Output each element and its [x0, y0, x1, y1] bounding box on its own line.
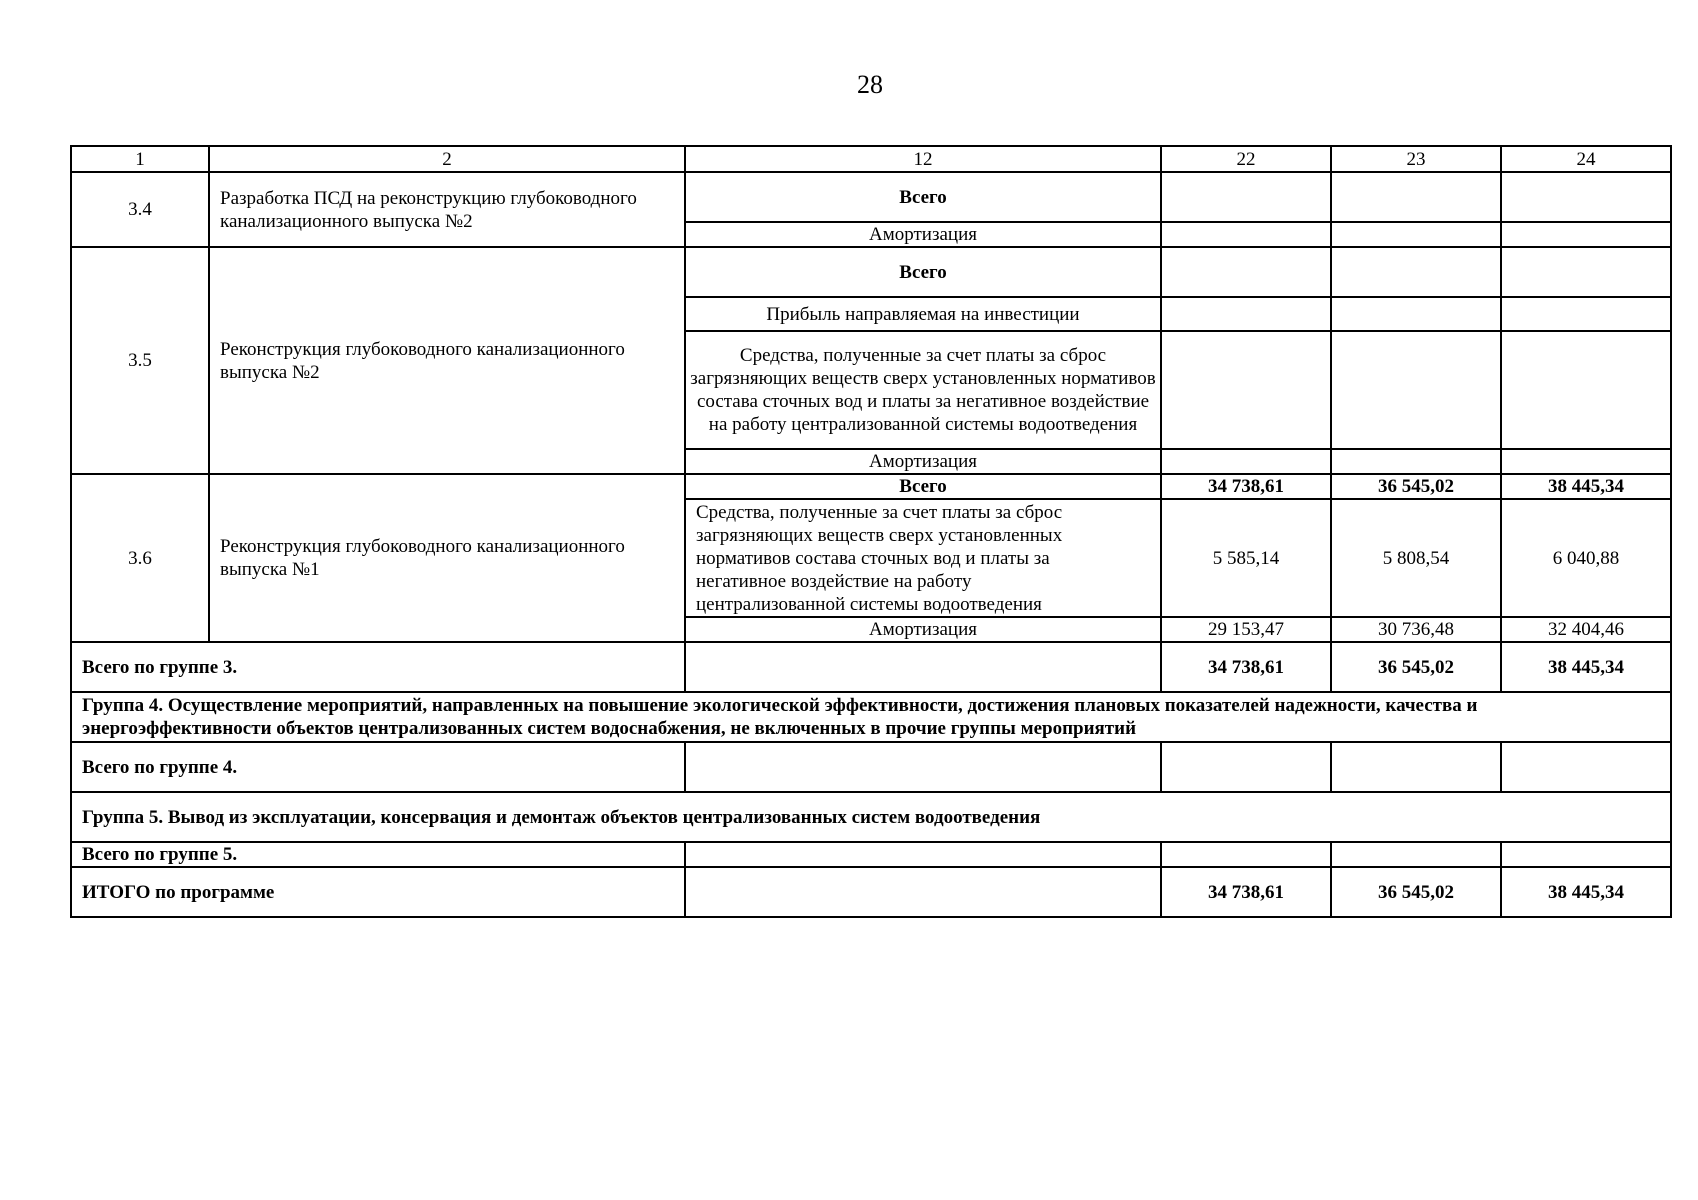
source-label: Всего: [685, 474, 1161, 499]
row-number: 3.6: [71, 474, 209, 642]
value-cell: 29 153,47: [1161, 617, 1331, 642]
header-cell: 22: [1161, 146, 1331, 172]
value-cell: 32 404,46: [1501, 617, 1671, 642]
header-row: [71, 146, 1671, 172]
source-label: Средства, полученные за счет платы за сброс загрязняющих веществ сверх установленных нормативов состава сточных вод и платы за негативное воздействие на работу централизованной системы водоотведения: [685, 331, 1161, 449]
group-title-row: [71, 792, 1671, 842]
value-cell: [1161, 172, 1331, 222]
value-cell: [685, 867, 1161, 917]
group-total-row: [71, 642, 1671, 692]
value-cell: 5 808,54: [1331, 499, 1501, 617]
value-cell: [1501, 742, 1671, 792]
value-cell: [1501, 247, 1671, 297]
investment-program-table: [70, 145, 1672, 918]
source-label: Амортизация: [685, 222, 1161, 247]
value-cell: [1331, 172, 1501, 222]
source-label: Амортизация: [685, 449, 1161, 474]
value-cell: 36 545,02: [1331, 867, 1501, 917]
header-cell: 23: [1331, 146, 1501, 172]
value-cell: [1331, 222, 1501, 247]
value-cell: 34 738,61: [1161, 474, 1331, 499]
row-number: 3.4: [71, 172, 209, 247]
group-total-row: [71, 742, 1671, 792]
value-cell: [1331, 247, 1501, 297]
page-number: 28: [857, 70, 883, 99]
group-title-row: [71, 692, 1671, 742]
group-title: Группа 4. Осуществление мероприятий, направленных на повышение экологической эффективности, достижения плановых показателей надежности, качества и энергоэффективности объектов централизованных систем водоснабжения, не включенных в прочие группы мероприятий: [71, 692, 1671, 742]
value-cell: [1161, 742, 1331, 792]
value-cell: [685, 742, 1161, 792]
table-row: [71, 172, 1671, 222]
source-label: Средства, полученные за счет платы за сброс загрязняющих веществ сверх установленных нормативов состава сточных вод и платы за негативное воздействие на работу централизованной системы водоотведения: [685, 499, 1161, 617]
value-cell: [1501, 449, 1671, 474]
table-row: [71, 474, 1671, 499]
value-cell: 38 445,34: [1501, 474, 1671, 499]
value-cell: 34 738,61: [1161, 867, 1331, 917]
value-cell: [1331, 842, 1501, 867]
value-cell: [1161, 247, 1331, 297]
value-cell: [1161, 222, 1331, 247]
value-cell: 5 585,14: [1161, 499, 1331, 617]
value-cell: 38 445,34: [1501, 867, 1671, 917]
header-cell: 1: [71, 146, 209, 172]
value-cell: [685, 642, 1161, 692]
grand-total-row: [71, 867, 1671, 917]
value-cell: 38 445,34: [1501, 642, 1671, 692]
group-total-row: [71, 842, 1671, 867]
value-cell: [1501, 842, 1671, 867]
value-cell: 6 040,88: [1501, 499, 1671, 617]
value-cell: [1501, 172, 1671, 222]
value-cell: 36 545,02: [1331, 642, 1501, 692]
value-cell: [1331, 449, 1501, 474]
measure-name: Разработка ПСД на реконструкцию глубоководного канализационного выпуска №2: [209, 172, 685, 247]
group-title: Группа 5. Вывод из эксплуатации, консервация и демонтаж объектов централизованных систем водоотведения: [71, 792, 1671, 842]
value-cell: [1161, 449, 1331, 474]
group-total-label: Всего по группе 3.: [71, 642, 685, 692]
source-label: Всего: [685, 247, 1161, 297]
row-number: 3.5: [71, 247, 209, 474]
measure-name: Реконструкция глубоководного канализационного выпуска №1: [209, 474, 685, 642]
grand-total-label: ИТОГО по программе: [71, 867, 685, 917]
value-cell: [1501, 222, 1671, 247]
value-cell: [1331, 331, 1501, 449]
measure-name: Реконструкция глубоководного канализационного выпуска №2: [209, 247, 685, 474]
value-cell: [1501, 331, 1671, 449]
group-total-label: Всего по группе 4.: [71, 742, 685, 792]
value-cell: [1331, 297, 1501, 331]
source-label: Всего: [685, 172, 1161, 222]
header-cell: 12: [685, 146, 1161, 172]
value-cell: 34 738,61: [1161, 642, 1331, 692]
header-cell: 24: [1501, 146, 1671, 172]
source-label: Прибыль направляемая на инвестиции: [685, 297, 1161, 331]
header-cell: 2: [209, 146, 685, 172]
value-cell: [1501, 297, 1671, 331]
value-cell: [1161, 842, 1331, 867]
value-cell: 30 736,48: [1331, 617, 1501, 642]
value-cell: 36 545,02: [1331, 474, 1501, 499]
value-cell: [1161, 331, 1331, 449]
table-row: [71, 247, 1671, 297]
source-label: Амортизация: [685, 617, 1161, 642]
value-cell: [1161, 297, 1331, 331]
value-cell: [685, 842, 1161, 867]
value-cell: [1331, 742, 1501, 792]
group-total-label: Всего по группе 5.: [71, 842, 685, 867]
